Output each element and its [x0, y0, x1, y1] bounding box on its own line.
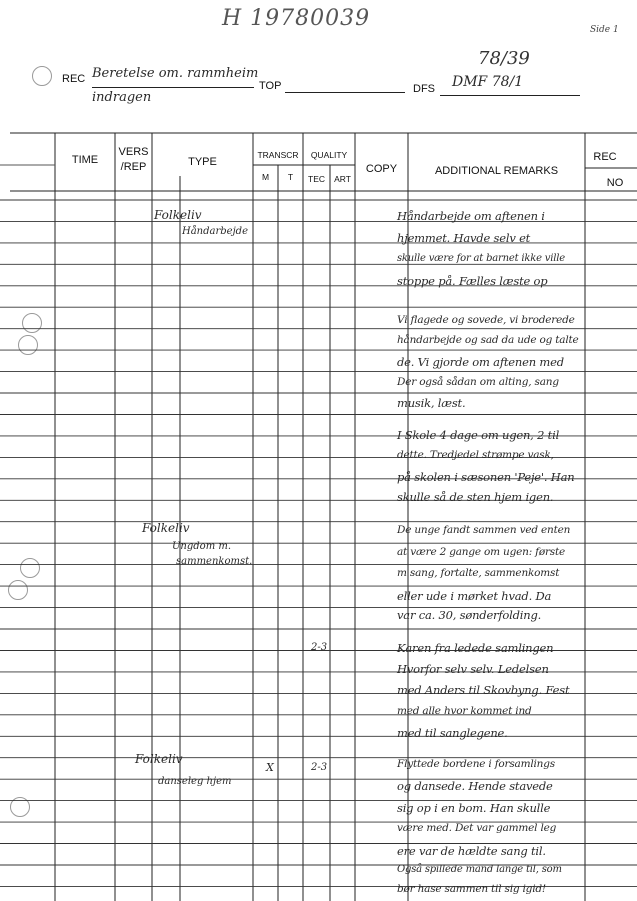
- entry-2-remark-5: musik, læst.: [397, 396, 466, 410]
- entry-6-remark-1: Flyttede bordene i forsamlings: [397, 758, 555, 770]
- entry-4-remark-3: m sang, fortalte, sammenkomst: [397, 567, 560, 579]
- entry-6-remark-5: ere var de hældte sang til.: [397, 844, 546, 858]
- rec-value-line2: indragen: [92, 90, 152, 105]
- entry-6-transcr-m: X: [266, 761, 274, 774]
- entry-3-remark-4: skulle så de sten hjem igen.: [397, 490, 554, 504]
- entry-2-remark-1: Vi flagede og sovede, vi broderede: [397, 314, 575, 326]
- entry-4-type-line1: Folkeliv: [142, 521, 190, 535]
- header-rec: REC: [593, 151, 617, 163]
- entry-6-remark-6: Også spillede mand lange til, som: [397, 864, 562, 875]
- entry-6-quality-tec: 2-3: [311, 762, 328, 773]
- header-tec: TEC: [308, 174, 325, 184]
- entry-5-quality-tec: 2-3: [311, 642, 328, 653]
- entry-6-remark-2: og dansede. Hende stavede: [397, 779, 553, 793]
- entry-5-remark-3: med Anders til Skovbyng. Fest: [397, 683, 570, 697]
- archive-number: H 19780039: [222, 6, 371, 31]
- rec-value-line1: Beretelse om. rammheim: [92, 66, 259, 81]
- entry-2-remark-4: Der også sådan om alting, sang: [397, 376, 559, 388]
- entry-6-remark-3: sig op i en bom. Han skulle: [397, 801, 551, 815]
- entry-4-remark-1: De unge fandt sammen ved enten: [397, 524, 571, 536]
- dfs-label: DFS: [413, 83, 435, 95]
- entry-6-type-line2: danseleg hjem: [158, 776, 232, 787]
- entry-1-remark-2: hjemmet. Havde selv et: [397, 231, 531, 245]
- entry-1-type-line2: Håndarbejde: [182, 226, 249, 237]
- entry-3-remark-1: I Skole 4 dage om ugen, 2 til: [397, 428, 560, 442]
- entry-3-remark-2: dette. Tredjedel strømpe vask,: [397, 449, 554, 461]
- header-t: T: [287, 172, 294, 182]
- dfs-value: DMF 78/1: [452, 74, 524, 90]
- page-corner-mark: Side 1: [590, 25, 619, 35]
- header-quality: QUALITY: [310, 150, 348, 160]
- entry-6-type-line1: Folkeliv: [135, 752, 183, 766]
- entry-4-remark-4: eller ude i mørket hvad. Da: [397, 589, 552, 603]
- header-type: TYPE: [188, 156, 217, 168]
- header-time: TIME: [71, 154, 99, 166]
- header-copy: COPY: [365, 163, 398, 175]
- entry-4-type-line3: sammenkomst.: [176, 556, 253, 567]
- entry-5-remark-4: med alle hvor kommet ind: [397, 705, 532, 717]
- header-art: ART: [334, 174, 351, 184]
- entry-5-remark-2: Hvorfor selv selv. Ledelsen: [397, 662, 549, 676]
- header-additional-remarks: ADDITIONAL REMARKS: [434, 165, 559, 177]
- entry-1-remark-1: Håndarbejde om aftenen i: [397, 209, 545, 223]
- entry-4-remark-5: var ca. 30, sønderfolding.: [397, 608, 542, 622]
- entry-3-remark-3: på skolen i sæsonen 'Peje'. Han: [397, 470, 575, 484]
- header-vers-rep: VERS /REP: [118, 146, 149, 173]
- entry-5-remark-5: med til sanglegene.: [397, 726, 508, 740]
- rec-label: REC: [62, 73, 86, 85]
- entry-6-remark-7: bør hase sammen til sig igid!: [397, 883, 546, 895]
- entry-2-remark-2: håndarbejde og sad da ude og talte: [397, 334, 579, 346]
- header-no: NO: [606, 177, 624, 189]
- reference-number: 78/39: [478, 48, 530, 69]
- header-m: M: [261, 172, 270, 182]
- entry-5-remark-1: Karen fra ledede samlingen: [397, 641, 554, 655]
- header-transcr: TRANSCR: [257, 150, 299, 160]
- entry-1-type-line1: Folkeliv: [154, 208, 202, 222]
- entry-2-remark-3: de. Vi gjorde om aftenen med: [397, 355, 564, 369]
- top-label: TOP: [259, 80, 282, 92]
- entry-1-remark-4: stoppe på. Fælles læste op: [397, 274, 548, 288]
- entry-4-type-line2: Ungdom m.: [172, 541, 232, 552]
- entry-6-remark-4: være med. Det var gammel leg: [397, 822, 557, 834]
- entry-4-remark-2: at være 2 gange om ugen: første: [397, 546, 566, 558]
- entry-1-remark-3: skulle være for at barnet ikke ville: [397, 253, 565, 264]
